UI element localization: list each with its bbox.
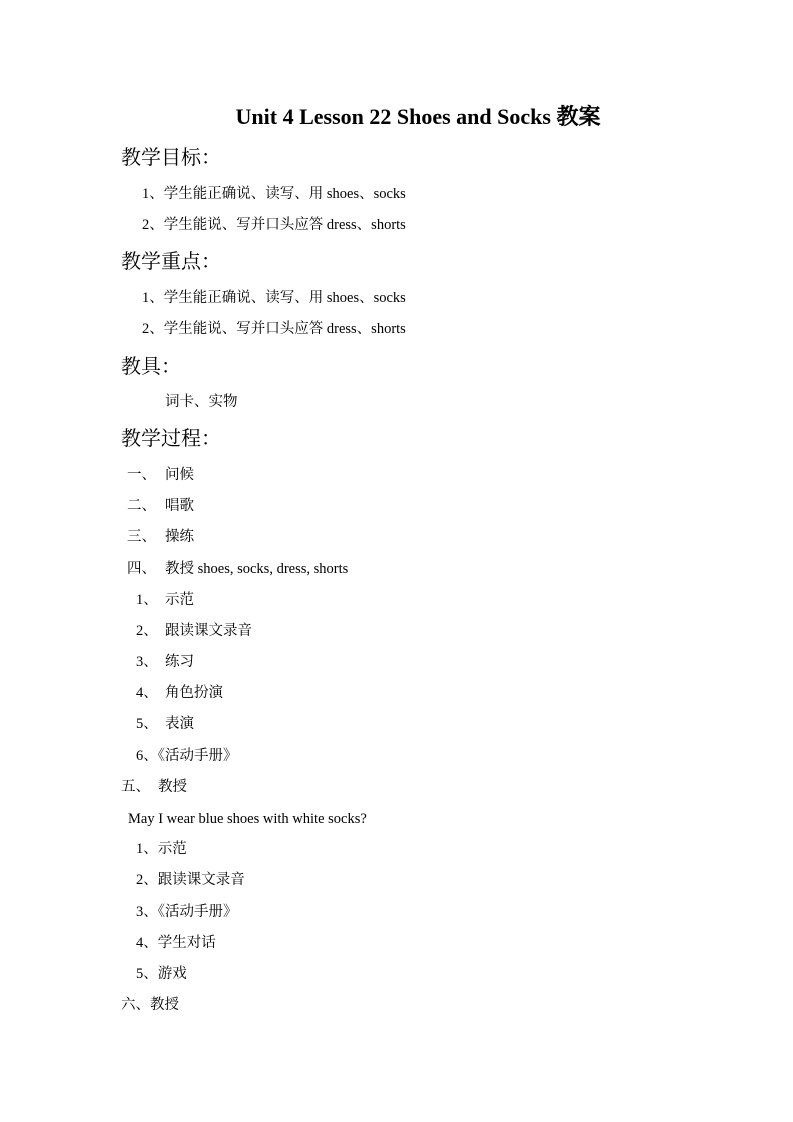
substep-item: 1、示范	[136, 841, 187, 857]
step-text: 教授	[158, 779, 187, 795]
substep-item: 2、跟读课文录音	[136, 872, 245, 888]
substep-text: 角色扮演	[165, 685, 223, 701]
substep-number: 1、	[136, 592, 158, 608]
objectives-heading: 教学目标：	[121, 147, 221, 169]
substep-item: 5、游戏	[136, 966, 187, 982]
substep-text: 示范	[165, 592, 194, 608]
substep-text: 跟读课文录音	[165, 623, 252, 639]
substep-number: 3、	[136, 654, 158, 670]
document-title: Unit 4 Lesson 22 Shoes and Socks 教案	[235, 104, 601, 129]
step-number: 五、	[121, 779, 150, 795]
process-heading: 教学过程：	[121, 428, 221, 450]
substep-text: 表演	[165, 716, 194, 732]
substep-number: 4、	[136, 685, 158, 701]
substep-number: 5、	[136, 716, 158, 732]
step-item: 六、教授	[121, 997, 179, 1013]
step-number: 四、	[127, 561, 156, 577]
objective-item-1: 1、学生能正确说、读写、用 shoes、socks	[142, 186, 406, 202]
aids-item: 词卡、实物	[165, 394, 238, 410]
substep-number: 2、	[136, 623, 158, 639]
step-text: 问候	[165, 467, 194, 483]
key-point-item-1: 1、学生能正确说、读写、用 shoes、socks	[142, 290, 406, 306]
substep-item: 6、《活动手册》	[136, 748, 238, 764]
aids-heading: 教具：	[121, 356, 181, 378]
step-number: 三、	[127, 529, 156, 545]
objective-item-2: 2、学生能说、写并口头应答 dress、shorts	[142, 217, 406, 233]
key-point-item-2: 2、学生能说、写并口头应答 dress、shorts	[142, 321, 406, 337]
substep-item: 3、《活动手册》	[136, 904, 238, 920]
substep-item: 4、学生对话	[136, 935, 216, 951]
substep-text: 练习	[165, 654, 194, 670]
step-text: 唱歌	[165, 498, 194, 514]
step-text: 教授 shoes, socks, dress, shorts	[165, 561, 349, 577]
key-points-heading: 教学重点：	[121, 251, 221, 273]
step-text: 操练	[165, 529, 194, 545]
step-number: 一、	[127, 467, 156, 483]
sentence-pattern: May I wear blue shoes with white socks?	[128, 811, 367, 827]
step-number: 二、	[127, 498, 156, 514]
